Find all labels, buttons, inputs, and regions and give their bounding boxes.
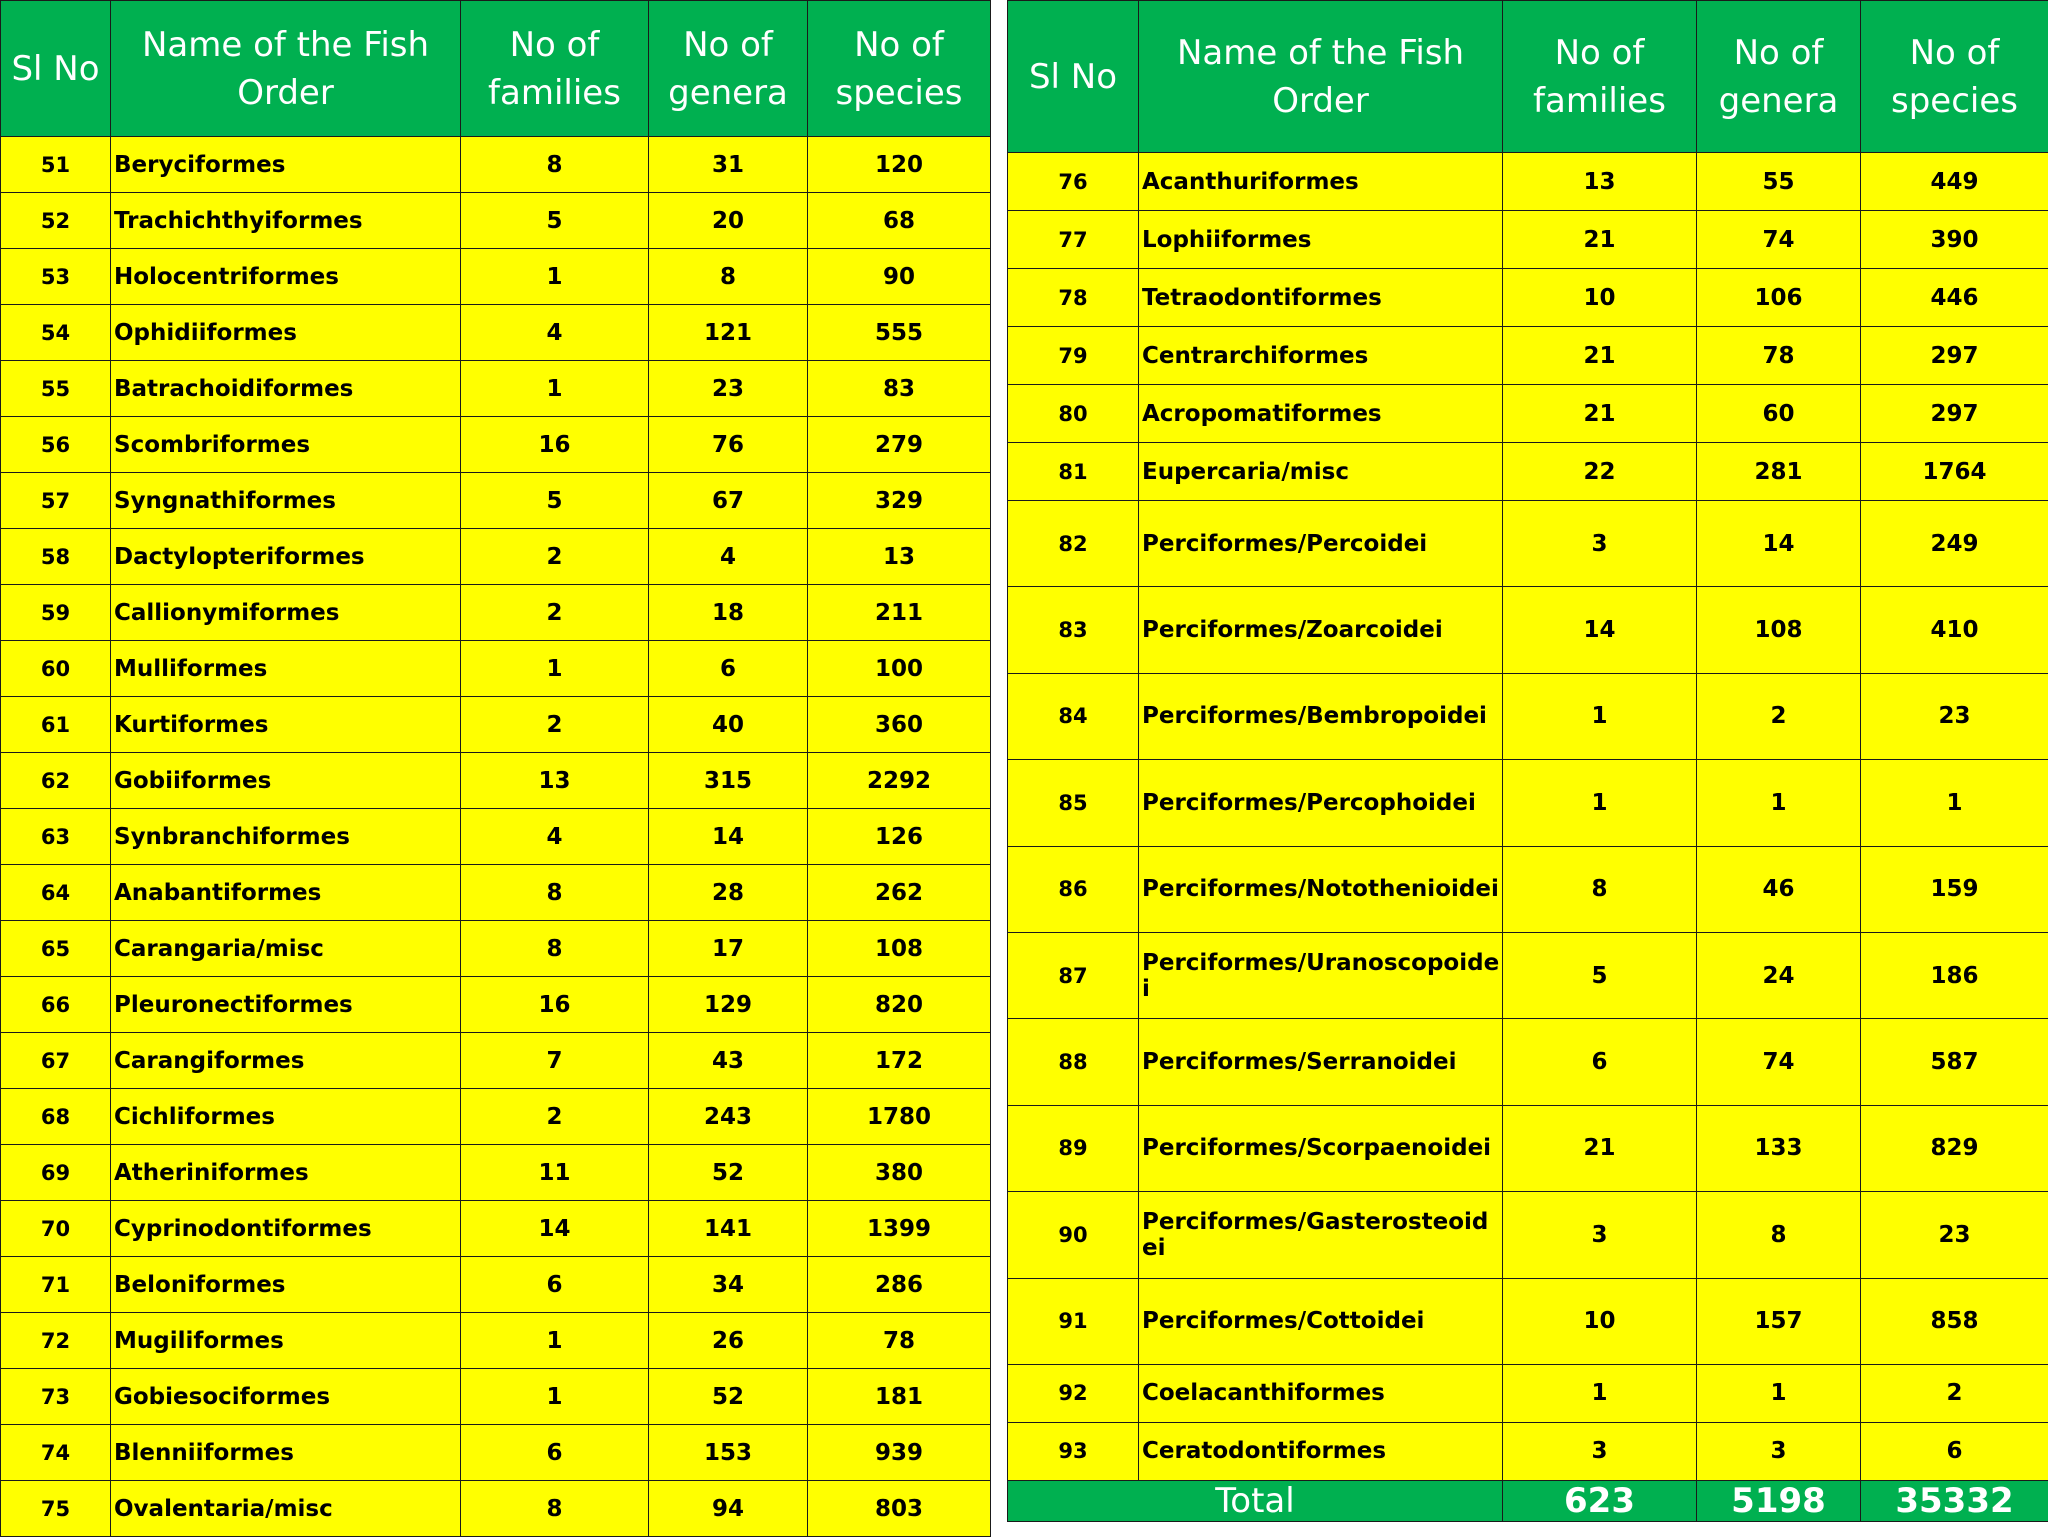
table-row: [1008, 1105, 2048, 1191]
order-name-cell: Callionymiformes: [111, 585, 461, 641]
table-row: [1008, 1192, 2048, 1278]
sl-no-cell: 54: [1, 305, 111, 361]
sl-no-cell: 88: [1008, 1019, 1139, 1105]
sl-no-cell: 73: [1, 1369, 111, 1425]
genera-cell: 20: [649, 193, 808, 249]
order-name-cell: Perciformes/Notothenioidei: [1139, 846, 1503, 932]
order-name-cell: Beloniformes: [111, 1257, 461, 1313]
sl-no-cell: 55: [1, 361, 111, 417]
sl-no-cell: 66: [1, 977, 111, 1033]
header-species: No of species: [1861, 1, 2048, 153]
genera-cell: 4: [649, 529, 808, 585]
genera-cell: 43: [649, 1033, 808, 1089]
families-cell: 2: [461, 529, 649, 585]
sl-no-cell: 53: [1, 249, 111, 305]
order-name-cell: Cichliformes: [111, 1089, 461, 1145]
families-cell: 21: [1503, 211, 1697, 269]
table-row: [1, 1033, 991, 1089]
genera-cell: 106: [1697, 269, 1861, 327]
order-name-cell: Centrarchiformes: [1139, 327, 1503, 385]
order-name-cell: Acropomatiformes: [1139, 385, 1503, 443]
families-cell: 6: [461, 1425, 649, 1481]
sl-no-cell: 68: [1, 1089, 111, 1145]
sl-no-cell: 62: [1, 753, 111, 809]
families-cell: 2: [461, 585, 649, 641]
genera-cell: 2: [1697, 673, 1861, 759]
species-cell: 380: [808, 1145, 991, 1201]
order-name-cell: Ovalentaria/misc: [111, 1481, 461, 1537]
table-row: [1008, 1019, 2048, 1105]
genera-cell: 24: [1697, 932, 1861, 1018]
order-name-cell: Perciformes/Uranoscopoidei: [1139, 932, 1503, 1018]
species-cell: 108: [808, 921, 991, 977]
header-name: Name of the Fish Order: [1139, 1, 1503, 153]
families-cell: 5: [461, 473, 649, 529]
families-cell: 21: [1503, 327, 1697, 385]
families-cell: 13: [1503, 153, 1697, 211]
genera-cell: 40: [649, 697, 808, 753]
species-cell: 2: [1861, 1364, 2048, 1422]
table-row: [1008, 1364, 2048, 1422]
sl-no-cell: 59: [1, 585, 111, 641]
genera-cell: 31: [649, 137, 808, 193]
table-row: [1008, 327, 2048, 385]
families-cell: 16: [461, 417, 649, 473]
left-fish-order-table: [0, 0, 991, 1537]
genera-cell: 26: [649, 1313, 808, 1369]
genera-cell: 52: [649, 1369, 808, 1425]
table-row: [1, 1369, 991, 1425]
sl-no-cell: 71: [1, 1257, 111, 1313]
species-cell: 186: [1861, 932, 2048, 1018]
sl-no-cell: 75: [1, 1481, 111, 1537]
table-row: [1008, 443, 2048, 501]
species-cell: 23: [1861, 1192, 2048, 1278]
species-cell: 820: [808, 977, 991, 1033]
families-cell: 1: [461, 1369, 649, 1425]
order-name-cell: Acanthuriformes: [1139, 153, 1503, 211]
families-cell: 3: [1503, 1422, 1697, 1480]
right-header-row: [1008, 1, 2048, 153]
order-name-cell: Perciformes/Scorpaenoidei: [1139, 1105, 1503, 1191]
species-cell: 587: [1861, 1019, 2048, 1105]
families-cell: 6: [1503, 1019, 1697, 1105]
families-cell: 14: [461, 1201, 649, 1257]
table-row: [1, 193, 991, 249]
table-row: [1, 1313, 991, 1369]
families-cell: 3: [1503, 1192, 1697, 1278]
table-row: [1, 921, 991, 977]
header-sl-no: Sl No: [1008, 1, 1139, 153]
table-row: [1, 641, 991, 697]
species-cell: 181: [808, 1369, 991, 1425]
species-cell: 360: [808, 697, 991, 753]
species-cell: 297: [1861, 327, 2048, 385]
order-name-cell: Mugiliformes: [111, 1313, 461, 1369]
sl-no-cell: 65: [1, 921, 111, 977]
right-fish-order-table: [1007, 0, 2048, 1522]
table-row: [1, 585, 991, 641]
sl-no-cell: 92: [1008, 1364, 1139, 1422]
order-name-cell: Perciformes/Zoarcoidei: [1139, 587, 1503, 673]
sl-no-cell: 84: [1008, 673, 1139, 759]
families-cell: 16: [461, 977, 649, 1033]
genera-cell: 1: [1697, 1364, 1861, 1422]
sl-no-cell: 70: [1, 1201, 111, 1257]
order-name-cell: Perciformes/Gasterosteoidei: [1139, 1192, 1503, 1278]
order-name-cell: Carangaria/misc: [111, 921, 461, 977]
families-cell: 8: [461, 137, 649, 193]
families-cell: 22: [1503, 443, 1697, 501]
order-name-cell: Perciformes/Cottoidei: [1139, 1278, 1503, 1364]
genera-cell: 1: [1697, 760, 1861, 846]
families-cell: 8: [1503, 846, 1697, 932]
table-row: [1008, 587, 2048, 673]
order-name-cell: Pleuronectiformes: [111, 977, 461, 1033]
species-cell: 829: [1861, 1105, 2048, 1191]
table-row: [1, 1425, 991, 1481]
sl-no-cell: 82: [1008, 501, 1139, 587]
species-cell: 858: [1861, 1278, 2048, 1364]
table-row: [1, 753, 991, 809]
order-name-cell: Perciformes/Bembropoidei: [1139, 673, 1503, 759]
table-row: [1, 865, 991, 921]
genera-cell: 55: [1697, 153, 1861, 211]
genera-cell: 46: [1697, 846, 1861, 932]
species-cell: 1780: [808, 1089, 991, 1145]
families-cell: 4: [461, 305, 649, 361]
genera-cell: 153: [649, 1425, 808, 1481]
families-cell: 2: [461, 1089, 649, 1145]
families-cell: 1: [1503, 1364, 1697, 1422]
families-cell: 3: [1503, 501, 1697, 587]
genera-cell: 315: [649, 753, 808, 809]
order-name-cell: Perciformes/Percoidei: [1139, 501, 1503, 587]
order-name-cell: Perciformes/Serranoidei: [1139, 1019, 1503, 1105]
genera-cell: 243: [649, 1089, 808, 1145]
genera-cell: 28: [649, 865, 808, 921]
species-cell: 390: [1861, 211, 2048, 269]
species-cell: 120: [808, 137, 991, 193]
table-row: [1, 1145, 991, 1201]
header-sl-no: Sl No: [1, 1, 111, 137]
genera-cell: 67: [649, 473, 808, 529]
species-cell: 78: [808, 1313, 991, 1369]
species-cell: 410: [1861, 587, 2048, 673]
table-row: [1008, 211, 2048, 269]
families-cell: 14: [1503, 587, 1697, 673]
genera-cell: 133: [1697, 1105, 1861, 1191]
total-label: Total: [1008, 1480, 1503, 1521]
species-cell: 23: [1861, 673, 2048, 759]
table-row: [1008, 846, 2048, 932]
genera-cell: 8: [649, 249, 808, 305]
sl-no-cell: 56: [1, 417, 111, 473]
genera-cell: 52: [649, 1145, 808, 1201]
species-cell: 100: [808, 641, 991, 697]
order-name-cell: Blenniiformes: [111, 1425, 461, 1481]
table-row: [1, 1089, 991, 1145]
order-name-cell: Batrachoidiformes: [111, 361, 461, 417]
sl-no-cell: 79: [1008, 327, 1139, 385]
sl-no-cell: 80: [1008, 385, 1139, 443]
species-cell: 1: [1861, 760, 2048, 846]
sl-no-cell: 93: [1008, 1422, 1139, 1480]
order-name-cell: Carangiformes: [111, 1033, 461, 1089]
sl-no-cell: 83: [1008, 587, 1139, 673]
species-cell: 286: [808, 1257, 991, 1313]
species-cell: 1399: [808, 1201, 991, 1257]
species-cell: 159: [1861, 846, 2048, 932]
table-row: [1, 417, 991, 473]
order-name-cell: Dactylopteriformes: [111, 529, 461, 585]
order-name-cell: Trachichthyiformes: [111, 193, 461, 249]
sl-no-cell: 57: [1, 473, 111, 529]
table-row: [1008, 1278, 2048, 1364]
sl-no-cell: 67: [1, 1033, 111, 1089]
order-name-cell: Perciformes/Percophoidei: [1139, 760, 1503, 846]
sl-no-cell: 76: [1008, 153, 1139, 211]
genera-cell: 74: [1697, 1019, 1861, 1105]
species-cell: 449: [1861, 153, 2048, 211]
order-name-cell: Beryciformes: [111, 137, 461, 193]
header-genera: No of genera: [1697, 1, 1861, 153]
sl-no-cell: 74: [1, 1425, 111, 1481]
genera-cell: 23: [649, 361, 808, 417]
species-cell: 172: [808, 1033, 991, 1089]
genera-cell: 129: [649, 977, 808, 1033]
table-row: [1008, 153, 2048, 211]
sl-no-cell: 78: [1008, 269, 1139, 327]
sl-no-cell: 87: [1008, 932, 1139, 1018]
families-cell: 7: [461, 1033, 649, 1089]
order-name-cell: Kurtiformes: [111, 697, 461, 753]
species-cell: 90: [808, 249, 991, 305]
families-cell: 13: [461, 753, 649, 809]
order-name-cell: Ceratodontiformes: [1139, 1422, 1503, 1480]
families-cell: 1: [461, 361, 649, 417]
species-cell: 2292: [808, 753, 991, 809]
table-row: [1008, 1422, 2048, 1480]
genera-cell: 60: [1697, 385, 1861, 443]
genera-cell: 94: [649, 1481, 808, 1537]
order-name-cell: Ophidiiformes: [111, 305, 461, 361]
genera-cell: 141: [649, 1201, 808, 1257]
order-name-cell: Atheriniformes: [111, 1145, 461, 1201]
sl-no-cell: 85: [1008, 760, 1139, 846]
table-row: [1, 1257, 991, 1313]
order-name-cell: Tetraodontiformes: [1139, 269, 1503, 327]
header-genera: No of genera: [649, 1, 808, 137]
sl-no-cell: 58: [1, 529, 111, 585]
total-species: 35332: [1861, 1480, 2048, 1521]
sl-no-cell: 91: [1008, 1278, 1139, 1364]
sl-no-cell: 60: [1, 641, 111, 697]
genera-cell: 121: [649, 305, 808, 361]
table-row: [1, 809, 991, 865]
species-cell: 211: [808, 585, 991, 641]
table-row: [1, 697, 991, 753]
genera-cell: 74: [1697, 211, 1861, 269]
table-row: [1, 1481, 991, 1537]
sl-no-cell: 72: [1, 1313, 111, 1369]
species-cell: 446: [1861, 269, 2048, 327]
families-cell: 4: [461, 809, 649, 865]
species-cell: 1764: [1861, 443, 2048, 501]
genera-cell: 157: [1697, 1278, 1861, 1364]
families-cell: 6: [461, 1257, 649, 1313]
order-name-cell: Gobiesociformes: [111, 1369, 461, 1425]
total-families: 623: [1503, 1480, 1697, 1521]
order-name-cell: Gobiiformes: [111, 753, 461, 809]
species-cell: 249: [1861, 501, 2048, 587]
genera-cell: 76: [649, 417, 808, 473]
families-cell: 1: [1503, 673, 1697, 759]
genera-cell: 18: [649, 585, 808, 641]
order-name-cell: Holocentriformes: [111, 249, 461, 305]
sl-no-cell: 86: [1008, 846, 1139, 932]
table-row: [1, 137, 991, 193]
species-cell: 297: [1861, 385, 2048, 443]
total-genera: 5198: [1697, 1480, 1861, 1521]
genera-cell: 78: [1697, 327, 1861, 385]
sl-no-cell: 89: [1008, 1105, 1139, 1191]
table-row: [1, 361, 991, 417]
genera-cell: 3: [1697, 1422, 1861, 1480]
order-name-cell: Syngnathiformes: [111, 473, 461, 529]
header-families: No of families: [1503, 1, 1697, 153]
table-row: [1008, 932, 2048, 1018]
genera-cell: 14: [649, 809, 808, 865]
genera-cell: 14: [1697, 501, 1861, 587]
families-cell: 21: [1503, 1105, 1697, 1191]
species-cell: 279: [808, 417, 991, 473]
order-name-cell: Anabantiformes: [111, 865, 461, 921]
families-cell: 8: [461, 921, 649, 977]
genera-cell: 34: [649, 1257, 808, 1313]
sl-no-cell: 69: [1, 1145, 111, 1201]
table-row: [1008, 673, 2048, 759]
table-row: [1, 473, 991, 529]
species-cell: 329: [808, 473, 991, 529]
families-cell: 2: [461, 697, 649, 753]
sl-no-cell: 77: [1008, 211, 1139, 269]
species-cell: 6: [1861, 1422, 2048, 1480]
header-name: Name of the Fish Order: [111, 1, 461, 137]
genera-cell: 281: [1697, 443, 1861, 501]
families-cell: 1: [461, 1313, 649, 1369]
sl-no-cell: 51: [1, 137, 111, 193]
species-cell: 803: [808, 1481, 991, 1537]
header-species: No of species: [808, 1, 991, 137]
families-cell: 1: [1503, 760, 1697, 846]
order-name-cell: Synbranchiformes: [111, 809, 461, 865]
sl-no-cell: 64: [1, 865, 111, 921]
families-cell: 5: [461, 193, 649, 249]
sl-no-cell: 90: [1008, 1192, 1139, 1278]
order-name-cell: Scombriformes: [111, 417, 461, 473]
genera-cell: 108: [1697, 587, 1861, 673]
table-row: [1, 249, 991, 305]
sl-no-cell: 61: [1, 697, 111, 753]
table-row: [1008, 385, 2048, 443]
species-cell: 939: [808, 1425, 991, 1481]
species-cell: 555: [808, 305, 991, 361]
order-name-cell: Eupercaria/misc: [1139, 443, 1503, 501]
species-cell: 68: [808, 193, 991, 249]
order-name-cell: Cyprinodontiformes: [111, 1201, 461, 1257]
order-name-cell: Lophiiformes: [1139, 211, 1503, 269]
order-name-cell: Coelacanthiformes: [1139, 1364, 1503, 1422]
table-row: [1, 529, 991, 585]
families-cell: 1: [461, 249, 649, 305]
species-cell: 83: [808, 361, 991, 417]
sl-no-cell: 81: [1008, 443, 1139, 501]
header-families: No of families: [461, 1, 649, 137]
table-row: [1, 1201, 991, 1257]
species-cell: 126: [808, 809, 991, 865]
table-row: [1008, 760, 2048, 846]
families-cell: 8: [461, 1481, 649, 1537]
species-cell: 13: [808, 529, 991, 585]
table-row: [1008, 269, 2048, 327]
species-cell: 262: [808, 865, 991, 921]
genera-cell: 17: [649, 921, 808, 977]
genera-cell: 6: [649, 641, 808, 697]
families-cell: 5: [1503, 932, 1697, 1018]
total-row: [1008, 1480, 2048, 1521]
families-cell: 8: [461, 865, 649, 921]
table-row: [1008, 501, 2048, 587]
families-cell: 21: [1503, 385, 1697, 443]
left-header-row: [1, 1, 991, 137]
families-cell: 11: [461, 1145, 649, 1201]
table-row: [1, 305, 991, 361]
order-name-cell: Mulliformes: [111, 641, 461, 697]
sl-no-cell: 52: [1, 193, 111, 249]
families-cell: 10: [1503, 1278, 1697, 1364]
families-cell: 10: [1503, 269, 1697, 327]
table-row: [1, 977, 991, 1033]
families-cell: 1: [461, 641, 649, 697]
sl-no-cell: 63: [1, 809, 111, 865]
genera-cell: 8: [1697, 1192, 1861, 1278]
